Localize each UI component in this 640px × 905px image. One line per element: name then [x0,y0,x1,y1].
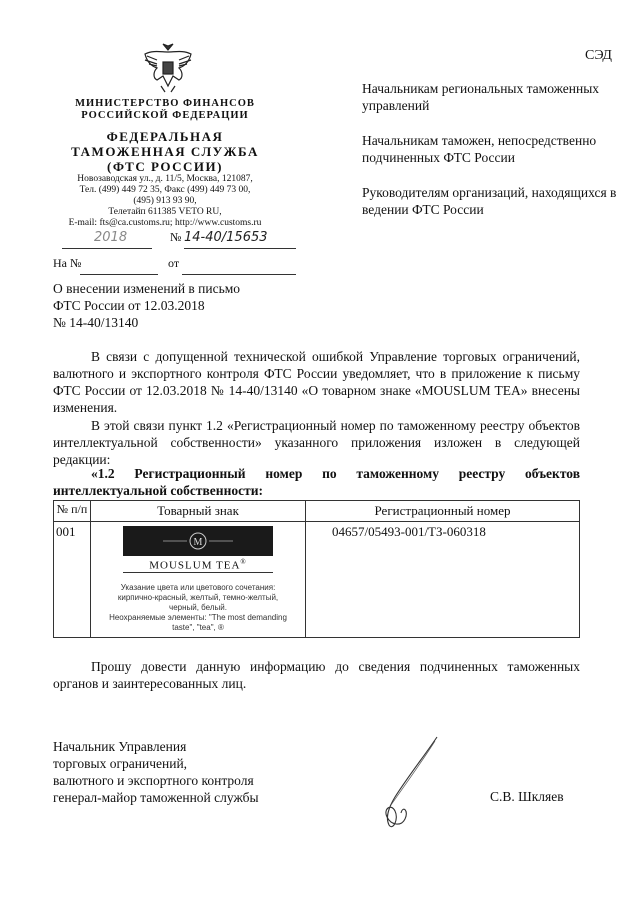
table-header-row [54,501,580,522]
ministry-line-2: РОССИЙСКОЙ ФЕДЕРАЦИИ [81,110,249,121]
ministry-line-1: МИНИСТЕРСТВО ФИНАНСОВ [75,98,255,109]
contact-phone: Тел. (499) 449 72 35, Факс (499) 449 73 00, [79,185,251,195]
signer-position-line-4: генерал-майор таможенной службы [53,790,259,805]
service-line-1: ФЕДЕРАЛЬНАЯ [106,129,224,144]
body-paragraph-2 [53,417,580,468]
outgoing-number-label: № [170,230,182,244]
addressee-organizations: Руководителям организаций, находящихся в ведении ФТС России [362,185,617,217]
outgoing-date [62,230,152,249]
service-line-2: ТАМОЖЕННАЯ СЛУЖБА [71,144,259,159]
subject-line-1: О внесении изменений в письмо [53,281,241,296]
signer-position [53,738,313,806]
sed-stamp: СЭД [585,48,612,63]
reg-number-cell: 04657/05493-001/ТЗ-060318 [306,522,580,638]
outgoing-number-value: 14-40/15653 [184,230,268,245]
description-line-5: taste", "tea", ® [172,622,224,632]
svg-text:M: M [193,537,203,548]
body-paragraph-1-text: В связи с допущенной технической ошибкой Управление торговых ограничений, валютного и экспортного контроля ФТС России уведомляет, что в приложение к письму ФТС России от 12.03.2018 № 14-40/13140 «О товарном знаке «MOUSLUM TEA» внесены изменения. [53,349,580,415]
trademark-table [53,500,580,638]
outgoing-date-value: 2018 [94,230,128,245]
reference-date-line [182,256,296,275]
body-paragraph-4 [53,658,580,692]
trademark-description [91,573,305,637]
contact-phone-2: (495) 913 93 90, [133,196,197,206]
table-row [54,522,580,638]
coat-of-arms-icon [139,40,197,96]
signer-position-line-3: валютного и экспортного контроля [53,773,254,788]
contact-teletype: Телетайп 611385 VETO RU, [108,207,222,217]
trademark-emblem-icon [123,526,273,556]
contact-address: Новозаводская ул., д. 11/5, Москва, 121087, [77,174,253,184]
body-paragraph-3 [53,465,580,499]
addressee-regional: Начальникам региональных таможенных управлений [362,81,600,113]
trademark-logo [123,526,273,556]
signer-name: С.В. Шкляев [490,789,564,804]
description-line-4: Неохраняемые элементы: "The most demanding [109,612,287,622]
ministry-name [40,98,290,122]
reference-number-line [80,256,158,275]
trademark-cell [91,522,306,638]
description-line-3: черный, белый. [169,602,227,612]
body-paragraph-3-text: «1.2 Регистрационный номер по таможенному реестру объектов интеллектуальной собственности: [53,466,580,498]
row-number: 001 [54,522,91,638]
handwritten-signature [365,735,445,835]
body-paragraph-1 [53,348,580,416]
subject-line-2: ФТС России от 12.03.2018 [53,298,205,313]
column-header-reg-number: Регистрационный номер [306,501,580,522]
trademark-name: MOUSLUM TEA [149,559,241,572]
contacts [40,174,290,229]
outgoing-number [184,230,296,249]
body-paragraph-4-text: Прошу довести данную информацию до сведения подчиненных таможенных органов и заинтересованных лиц. [53,659,580,691]
addressees [362,80,617,236]
subject [53,280,313,331]
subject-line-3: № 14-40/13140 [53,315,139,330]
addressee-customs: Начальникам таможен, непосредственно подчиненных ФТС России [362,133,597,165]
service-line-3: (ФТС РОССИИ) [107,159,223,174]
column-header-number: № п/п [54,501,91,522]
description-line-1: Указание цвета или цветового сочетания: [120,582,276,592]
trademark-logo-text [91,558,305,572]
reference-number-label: На № [53,256,82,270]
signer-position-line-1: Начальник Управления [53,739,187,754]
reference-date-label: от [168,256,180,270]
body-paragraph-2-text: В этой связи пункт 1.2 «Регистрационный номер по таможенному реестру объектов интеллектуальной собственности» указанного приложения изложен в следующей редакции: [53,418,580,467]
registered-mark: ® [240,558,247,566]
description-line-2: кирпично-красный, желтый, темно-желтый, [117,592,279,602]
column-header-trademark: Товарный знак [91,501,306,522]
contact-email: E-mail: fts@ca.customs.ru; http://www.customs.ru [68,218,262,228]
service-name [40,129,290,174]
signer-position-line-2: торговых ограничений, [53,756,188,771]
